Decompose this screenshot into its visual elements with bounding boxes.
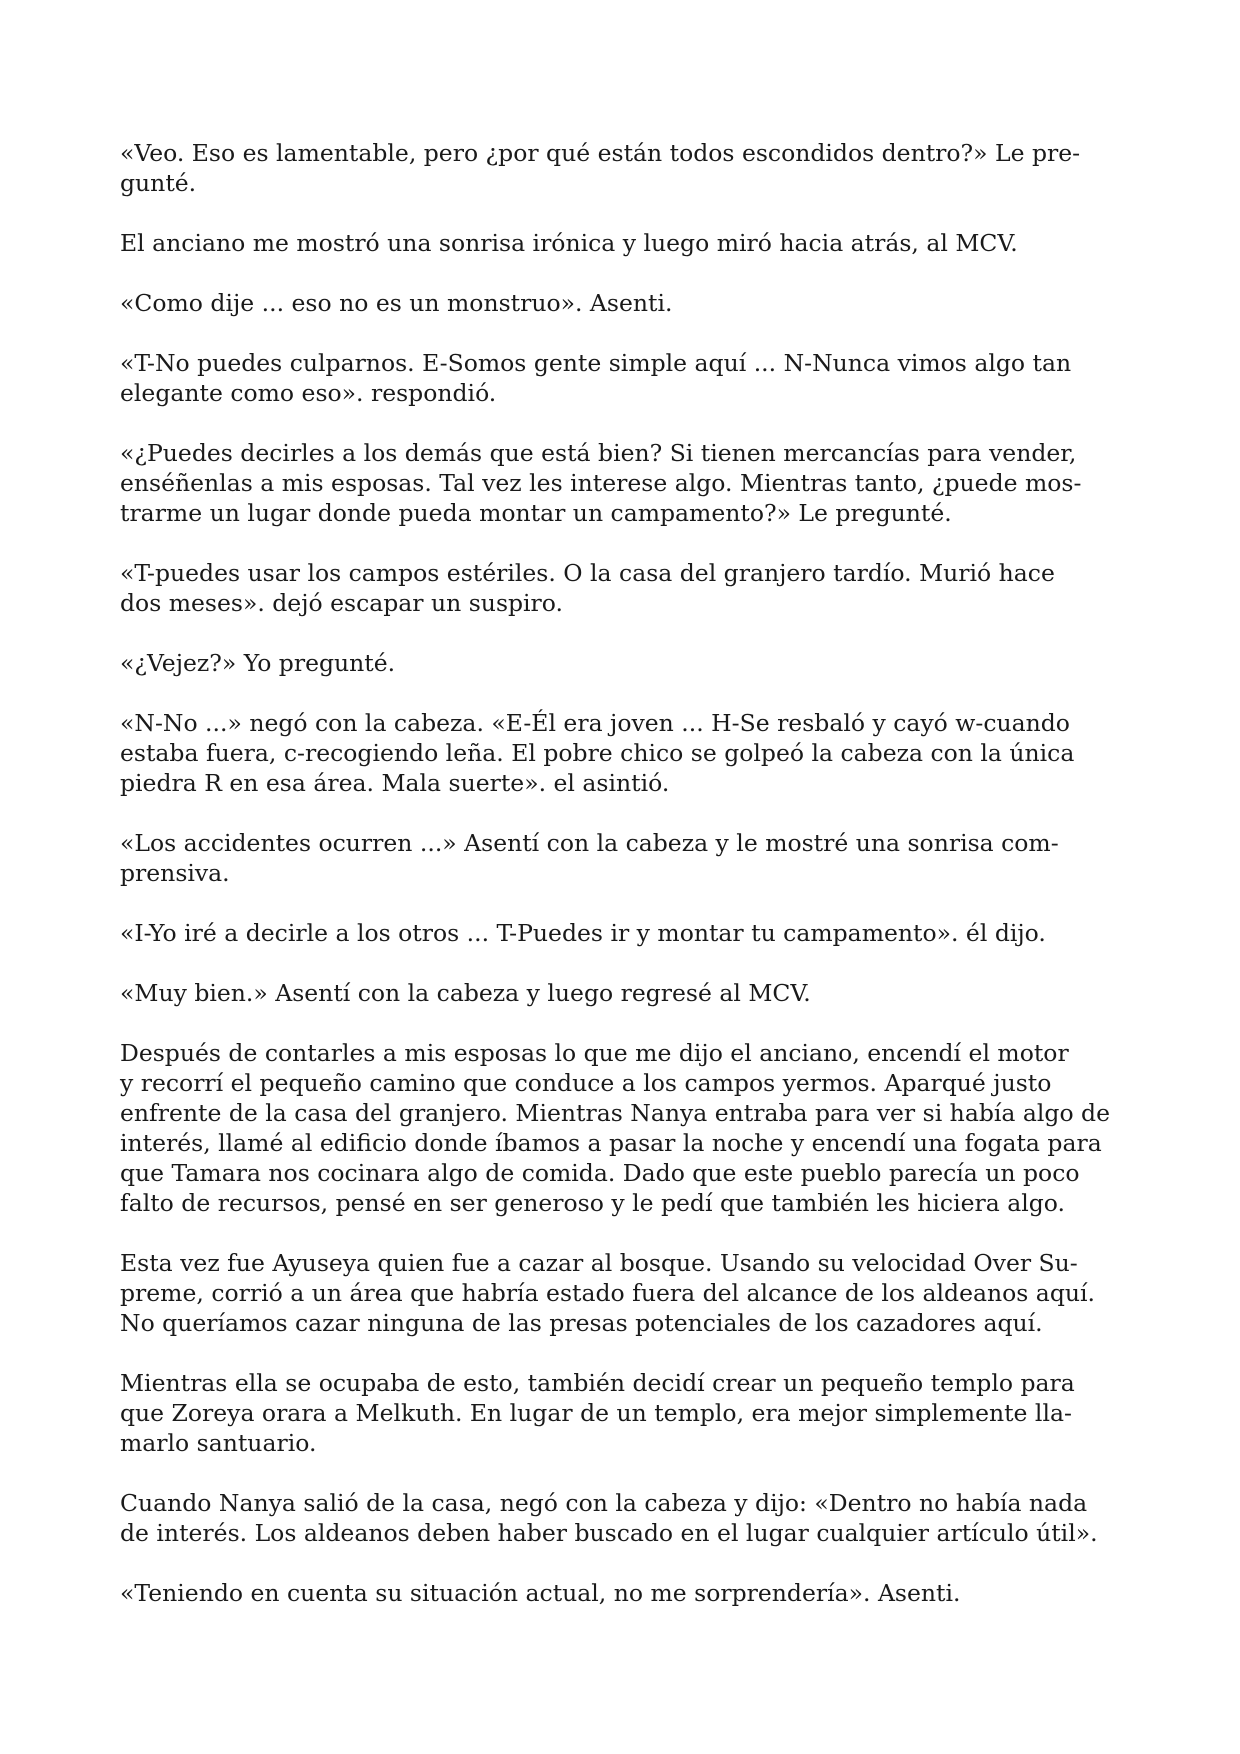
text-line: Esta vez fue Ayuseya quien fue a cazar al bosque. Usando su velocidad Over Su- xyxy=(120,1249,1078,1277)
text-line: y recorrí el pequeño camino que conduce a los campos yermos. Aparqué justo xyxy=(120,1069,1052,1097)
paragraph xyxy=(120,708,1130,798)
paragraph xyxy=(120,438,1130,528)
text-line: elegante como eso». respondió. xyxy=(120,379,497,407)
text-line: «T-puedes usar los campos estériles. O la casa del granjero tardío. Murió hace xyxy=(120,559,1055,587)
document-page xyxy=(120,138,1130,1638)
text-line: «Los accidentes ocurren ...» Asentí con la cabeza y le mostré una sonrisa com- xyxy=(120,829,1059,857)
text-line: «N-No ...» negó con la cabeza. «E-Él era joven ... H-Se resbaló y cayó w-cuando xyxy=(120,709,1070,737)
text-line: Mientras ella se ocupaba de esto, también decidí crear un pequeño templo para xyxy=(120,1369,1075,1397)
text-line: estaba fuera, c-recogiendo leña. El pobre chico se golpeó la cabeza con la única xyxy=(120,739,1075,767)
text-line: No queríamos cazar ninguna de las presas potenciales de los cazadores aquí. xyxy=(120,1309,1043,1337)
paragraph xyxy=(120,1578,1130,1608)
text-line: enséñenlas a mis esposas. Tal vez les interese algo. Mientras tanto, ¿puede mos- xyxy=(120,469,1082,497)
paragraph xyxy=(120,1038,1130,1218)
text-line: «I-Yo iré a decirle a los otros ... T-Puedes ir y montar tu campamento». él dijo. xyxy=(120,919,1046,947)
paragraph xyxy=(120,348,1130,408)
text-line: «Veo. Eso es lamentable, pero ¿por qué están todos escondidos dentro?» Le pre- xyxy=(120,139,1081,167)
paragraph xyxy=(120,978,1130,1008)
text-line: que Tamara nos cocinara algo de comida. Dado que este pueblo parecía un poco xyxy=(120,1159,1080,1187)
text-line: preme, corrió a un área que habría estado fuera del alcance de los aldeanos aquí. xyxy=(120,1279,1095,1307)
text-line: «Muy bien.» Asentí con la cabeza y luego regresé al MCV. xyxy=(120,979,811,1007)
text-line: dos meses». dejó escapar un suspiro. xyxy=(120,589,564,617)
text-line: «Como dije ... eso no es un monstruo». Asenti. xyxy=(120,289,673,317)
text-line: gunté. xyxy=(120,169,197,197)
text-line: «¿Puedes decirles a los demás que está bien? Si tienen mercancías para vender, xyxy=(120,439,1077,467)
text-line: Cuando Nanya salió de la casa, negó con la cabeza y dijo: «Dentro no había nada xyxy=(120,1489,1088,1517)
paragraph xyxy=(120,1248,1130,1338)
paragraph xyxy=(120,648,1130,678)
text-line: falto de recursos, pensé en ser generoso y le pedí que también les hiciera algo. xyxy=(120,1189,1066,1217)
paragraph xyxy=(120,1488,1130,1548)
text-line: «¿Vejez?» Yo pregunté. xyxy=(120,649,396,677)
text-line: Después de contarles a mis esposas lo que me dijo el anciano, encendí el motor xyxy=(120,1039,1069,1067)
text-line: piedra R en esa área. Mala suerte». el asintió. xyxy=(120,769,670,797)
text-line: prensiva. xyxy=(120,859,230,887)
paragraph xyxy=(120,228,1130,258)
paragraph xyxy=(120,288,1130,318)
text-line: El anciano me mostró una sonrisa irónica y luego miró hacia atrás, al MCV. xyxy=(120,229,1018,257)
paragraph xyxy=(120,138,1130,198)
text-line: trarme un lugar donde pueda montar un campamento?» Le pregunté. xyxy=(120,499,952,527)
paragraph xyxy=(120,828,1130,888)
text-line: enfrente de la casa del granjero. Mientras Nanya entraba para ver si había algo de xyxy=(120,1099,1111,1127)
paragraph xyxy=(120,918,1130,948)
text-line: marlo santuario. xyxy=(120,1429,317,1457)
text-line: de interés. Los aldeanos deben haber buscado en el lugar cualquier artículo útil». xyxy=(120,1519,1098,1547)
paragraph xyxy=(120,1368,1130,1458)
text-line: «T-No puedes culparnos. E-Somos gente simple aquí ... N-Nunca vimos algo tan xyxy=(120,349,1072,377)
text-line: «Teniendo en cuenta su situación actual, no me sorprendería». Asenti. xyxy=(120,1579,961,1607)
text-line: interés, llamé al edificio donde íbamos a pasar la noche y encendí una fogata para xyxy=(120,1129,1102,1157)
paragraph xyxy=(120,558,1130,618)
text-line: que Zoreya orara a Melkuth. En lugar de un templo, era mejor simplemente lla- xyxy=(120,1399,1072,1427)
